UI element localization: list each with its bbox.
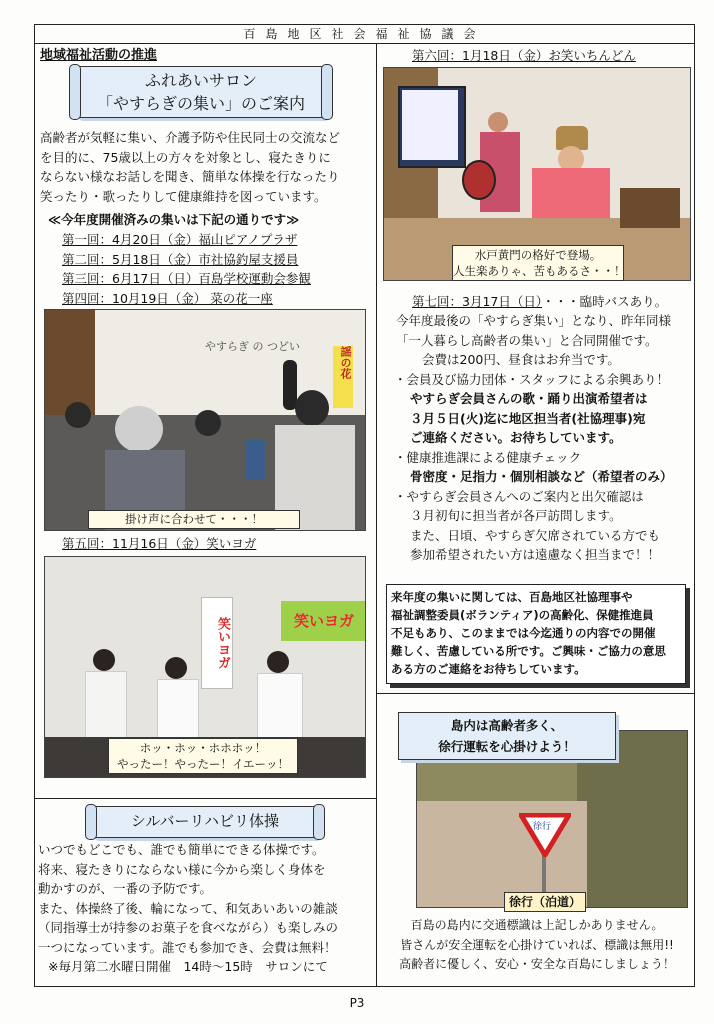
traffic-line: 高齢者に優しく、安心・安全な百島にしましょう！ bbox=[399, 957, 675, 971]
seventh-details bbox=[386, 311, 673, 565]
seventh-event-note: ・・・臨時バスあり。 bbox=[542, 294, 668, 309]
seventh-event bbox=[412, 292, 667, 312]
events-heading: ≪今年度開催済みの集いは下記の通りです≫ bbox=[48, 212, 300, 227]
slow-sign-text: 徐行 bbox=[533, 822, 552, 832]
traffic-banner-line1: 島内は高齢者多く、 bbox=[450, 718, 564, 733]
notice-line: 来年度の集いに関しては、百島地区社協理事や bbox=[391, 590, 633, 604]
notice-line: 難しく、苦慮している所です。ご興味・ご協力の意思 bbox=[391, 644, 666, 658]
laughter-yoga-caption-line1: ホッ・ホッ・ホホホッ！ bbox=[139, 741, 267, 755]
seventh-line: 骨密度・足指力・個別相談など（希望者のみ） bbox=[410, 469, 673, 484]
rehab-line: （同指導士が持参のお菓子を食べながら）も楽しみの bbox=[38, 920, 339, 935]
rehab-line: 一つになっています。誰でも参加でき、会費は無料！ bbox=[38, 939, 337, 955]
seventh-line: ３月初旬に担当者が各戸訪問します。 bbox=[410, 508, 622, 523]
salon-banner-line1: ふれあいサロン bbox=[144, 71, 257, 90]
laughter-yoga-caption bbox=[108, 738, 298, 774]
newsletter-header: 百島地区社会福祉協議会 bbox=[34, 24, 695, 44]
rehab-line: 動かすのが、一番の予防です。 bbox=[38, 881, 213, 896]
notice-box bbox=[386, 584, 686, 684]
right-divider bbox=[376, 693, 695, 694]
intro-line: を目的に、75歳以上の方々を対象とし、寝たきりに bbox=[40, 149, 331, 165]
traffic-text bbox=[384, 916, 690, 975]
left-divider bbox=[34, 798, 377, 799]
seventh-line: ご連絡ください。お待ちしています。 bbox=[410, 430, 622, 445]
event-item: 第三回：6月17日（日）百島学校運動会参観 bbox=[62, 271, 311, 286]
rehab-line: 将来、寝たきりにならない様に今から楽しく身体を bbox=[38, 861, 326, 877]
chindon-caption-line2: 人生楽ありゃ、苦もあるさ・・！ bbox=[453, 264, 626, 278]
rehab-line: いつでもどこでも、誰でも簡単にできる体操です。 bbox=[38, 842, 325, 857]
rehab-schedule: ※毎月第二水曜日開催 14時〜15時 サロンにて bbox=[48, 959, 328, 974]
intro-line: 高齢者が気軽に集い、介護予防や住民同士の交流など bbox=[40, 130, 341, 145]
seventh-event-title: 第七回：3月17日（日） bbox=[412, 294, 543, 309]
seventh-line: 「一人暮らし高齢者の集い」と合同開催です。 bbox=[396, 332, 658, 348]
intro-line: 笑ったり・歌ったりして健康維持を図っています。 bbox=[40, 188, 327, 204]
event-item: 第四回：10月19日（金） 菜の花一座 bbox=[62, 290, 273, 306]
intro-text bbox=[40, 128, 340, 206]
seventh-line: ・会員及び協力団体・スタッフによる余興あり！ bbox=[394, 371, 670, 387]
yoga-banner: 笑いヨガ bbox=[281, 601, 366, 641]
laughter-yoga-caption-line2: やったー！やったー！イエーッ！ bbox=[116, 757, 290, 771]
seventh-line: 今年度最後の「やすらぎ集い」となり、昨年同様 bbox=[396, 313, 672, 328]
notice-line: 不足もあり、このままでは今迄通りの内容での開催 bbox=[391, 626, 656, 640]
rehab-text bbox=[38, 840, 338, 977]
yoga-sign: 笑いヨガ bbox=[201, 597, 233, 689]
seventh-line: ３月５日(火)迄に地区担当者(社協理事)宛 bbox=[410, 410, 646, 426]
rehab-banner: シルバーリハビリ体操 bbox=[92, 806, 318, 838]
chindon-caption bbox=[452, 245, 624, 281]
salon-photo bbox=[44, 309, 366, 531]
event-item: 第一回：4月20日（金）福山ピアノプラザ bbox=[62, 232, 298, 247]
photo-banner: 謡の花 bbox=[333, 346, 353, 408]
traffic-line: 皆さんが安全運転を心掛けていれば、標識は無用!! bbox=[400, 937, 674, 952]
sign-label: 徐行（泊道） bbox=[504, 892, 586, 912]
events-list bbox=[62, 230, 311, 308]
seventh-line: また、日頃、やすらぎ欠席されている方でも bbox=[410, 527, 661, 543]
page-number: P3 bbox=[349, 996, 365, 1010]
fifth-event: 第五回：11月16日（金）笑いヨガ bbox=[62, 536, 257, 551]
seventh-line: ・やすらぎ会員さんへのご案内と出欠確認は bbox=[394, 488, 644, 504]
chindon-caption-line1: 水戸黄門の格好で登場。 bbox=[474, 248, 602, 262]
salon-photo-caption: 掛け声に合わせて・・・！ bbox=[88, 510, 300, 529]
traffic-banner bbox=[398, 712, 616, 760]
section-title: 地域福祉活動の推進 bbox=[40, 48, 158, 63]
rehab-line: また、体操終了後、輪になって、和気あいあいの雑談 bbox=[38, 900, 338, 916]
notice-line: ある方のご連絡をお待ちしています。 bbox=[391, 662, 586, 676]
sixth-event: 第六回：1月18日（金）お笑いちんどん bbox=[412, 48, 636, 63]
salon-banner bbox=[76, 66, 326, 118]
seventh-line: やすらぎ会員さんの歌・踊り出演希望者は bbox=[410, 391, 648, 406]
seventh-line: 参加希望されたい方は遠慮なく担当まで！！ bbox=[410, 547, 661, 562]
photo-sign-text: やすらぎ の つどい bbox=[205, 340, 300, 353]
traffic-banner-line2: 徐行運転を心掛けよう！ bbox=[438, 739, 576, 754]
traffic-line: 百島の島内に交通標識は上記しかありません。 bbox=[410, 918, 664, 932]
column-divider bbox=[376, 44, 377, 987]
seventh-line: 会費は200円、昼食はお弁当です。 bbox=[422, 352, 620, 367]
intro-line: ならない様なお話しを聞き、簡単な体操を行なったり bbox=[40, 169, 340, 184]
event-item: 第二回：5月18日（金）市社協釣屋支援員 bbox=[62, 251, 299, 267]
notice-line: 福祉調整委員(ボランティア)の高齢化、保健推進員 bbox=[391, 608, 654, 622]
salon-banner-line2: 「やすらぎの集い」のご案内 bbox=[96, 94, 305, 113]
seventh-line: ・健康推進課による健康チェック bbox=[394, 449, 582, 465]
